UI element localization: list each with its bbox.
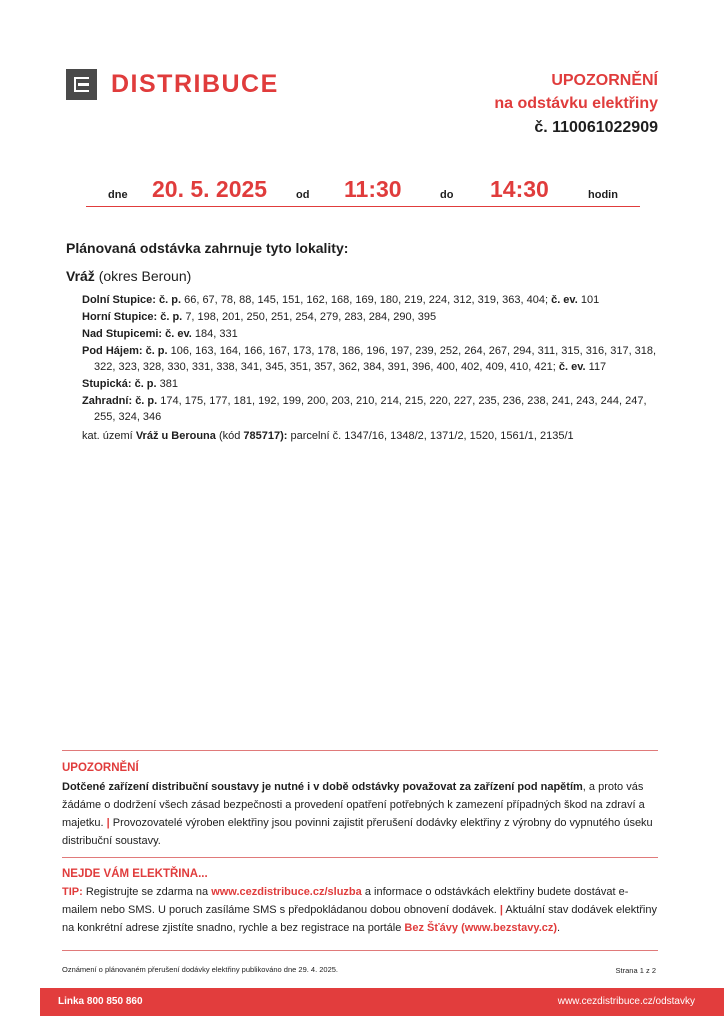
cadastral-line: [82, 428, 662, 444]
separator: |: [499, 904, 503, 916]
outage-to: 14:30: [490, 176, 549, 202]
number-prefix: č. p.: [160, 311, 183, 323]
outage-date: 20. 5. 2025: [152, 176, 268, 202]
cez-logo-icon: [66, 69, 97, 100]
page-number: Strana 1 z 2: [615, 966, 656, 975]
outage-from: 11:30: [344, 176, 402, 202]
warning-bold-text: Dotčené zařízení distribuční soustavy je nutné i v době odstávky považovat za zařízení pod napětím: [62, 781, 583, 793]
street-name: Dolní Stupice:: [82, 294, 156, 306]
cadastral-label: kat. území: [82, 430, 133, 442]
number-prefix: č. p.: [145, 345, 168, 357]
number-suffix-label: č. ev.: [551, 294, 578, 306]
logo-text: DISTRIBUCE: [111, 70, 279, 98]
footer-bar: [40, 988, 724, 1016]
street-name: Stupická:: [82, 378, 132, 390]
bezstavy-url-link[interactable]: (www.bezstavy.cz): [461, 922, 558, 934]
tip-label: TIP:: [62, 886, 83, 898]
street-item: [82, 309, 662, 325]
town-district: (okres Beroun): [98, 268, 192, 284]
town-line: [66, 268, 191, 284]
town-name: Vráž: [66, 268, 95, 284]
house-numbers: 66, 67, 78, 88, 145, 151, 162, 168, 169, 180, 219, 224, 312, 319, 363, 404;: [184, 294, 549, 306]
street-name: Horní Stupice:: [82, 311, 158, 323]
house-numbers: 381: [159, 378, 179, 390]
tip-text-1: Registrujte se zdarma na: [85, 886, 209, 898]
street-name: Pod Hájem:: [82, 345, 143, 357]
cadastral-code: 785717: [243, 430, 281, 442]
registration-link[interactable]: www.cezdistribuce.cz/sluzba: [211, 886, 362, 898]
from-label: od: [296, 189, 310, 201]
street-name: Zahradní:: [82, 395, 133, 407]
warning-title: UPOZORNĚNÍ: [62, 762, 139, 774]
tip-title: NEJDE VÁM ELEKTŘINA...: [62, 868, 208, 880]
separator: |: [106, 817, 110, 829]
notice-title: UPOZORNĚNÍ: [551, 72, 658, 89]
warning-text: [62, 778, 662, 850]
street-item: [82, 393, 662, 425]
warning-body: , a proto vás žádáme o dodržení všech zásad bezpečnosti a provedení opatření potřebných k zamezení případných škod na zdraví a majetku.: [62, 781, 645, 829]
street-item: [82, 376, 662, 392]
street-item: [82, 343, 662, 375]
number-prefix: č. p.: [135, 395, 158, 407]
locations-heading: Plánovaná odstávka zahrnuje tyto lokality:: [66, 240, 349, 256]
outage-time-line: [86, 170, 640, 207]
street-name: Nad Stupicemi:: [82, 328, 163, 340]
parcel-numbers: 1347/16, 1348/2, 1371/2, 1520, 1561/1, 2135/1: [344, 430, 574, 442]
number-suffix-label: č. ev.: [558, 361, 586, 373]
number-prefix: č. p.: [134, 378, 157, 390]
notice-header: [494, 70, 658, 140]
number-prefix: č. p.: [159, 294, 182, 306]
house-numbers: 106, 163, 164, 166, 167, 173, 178, 186, 196, 197, 239, 252, 264, 267, 294, 311, 315, 316, 317, 318, 322, 323, 328, 330, 331, 338, 341, 345, 351, 357, 362, 384, 391, 396, 400, 402, 409, 410, 421;: [94, 345, 657, 373]
bezstavy-link[interactable]: Bez Šťávy: [404, 922, 458, 934]
parcel-label: parcelní č.: [290, 430, 342, 442]
cadastral-name: Vráž u Berouna: [135, 430, 216, 442]
to-label: do: [440, 189, 454, 201]
street-list: [82, 292, 662, 444]
cadastral-code-end: ):: [280, 430, 288, 442]
house-numbers: 174, 175, 177, 181, 192, 199, 200, 203, 210, 214, 215, 220, 227, 235, 236, 238, 241, 243, 244, 247, 255, 324, 346: [94, 395, 647, 423]
number-suffix: 101: [580, 294, 600, 306]
notice-subtitle: na odstávku elektřiny: [494, 95, 658, 112]
street-item: [82, 326, 662, 342]
number-suffix: 117: [588, 361, 607, 373]
publication-note: Oznámení o plánovaném přerušení dodávky elektřiny publikováno dne 29. 4. 2025.: [62, 965, 339, 974]
tip-text-3: Aktuální stav dodávek elektřiny na konkrétní adrese zjistíte snadno, rychle a bez registrace na portále: [62, 904, 657, 934]
company-logo: [66, 69, 279, 100]
divider: [62, 857, 658, 858]
divider: [62, 950, 658, 951]
tip-text-2: a informace o odstávkách elektřiny budete dostávat e-mailem nebo SMS. U poruch zasíláme SMS s předpokládanou dobou obnovení dodávek.: [62, 886, 629, 916]
house-numbers: 7, 198, 201, 250, 251, 254, 279, 283, 284, 290, 395: [185, 311, 437, 323]
tip-text: [62, 883, 662, 937]
cadastral-code-label: (kód: [218, 430, 241, 442]
hours-label: hodin: [588, 189, 618, 201]
tip-end: .: [557, 922, 561, 934]
warning-body-2: Provozovatelé výroben elektřiny jsou povinni zajistit přerušení dodávky elektřiny z výrobny do vypnutého úseku distribuční soustavy.: [62, 817, 653, 847]
divider: [62, 750, 658, 751]
footer-website-link[interactable]: www.cezdistribuce.cz/odstavky: [557, 996, 695, 1007]
street-item: [82, 292, 662, 308]
number-prefix: č. ev.: [165, 328, 192, 340]
hotline[interactable]: Linka 800 850 860: [58, 996, 143, 1007]
notice-number: č. 110061022909: [534, 119, 658, 136]
house-numbers: 184, 331: [194, 328, 238, 340]
date-label: dne: [108, 189, 128, 201]
